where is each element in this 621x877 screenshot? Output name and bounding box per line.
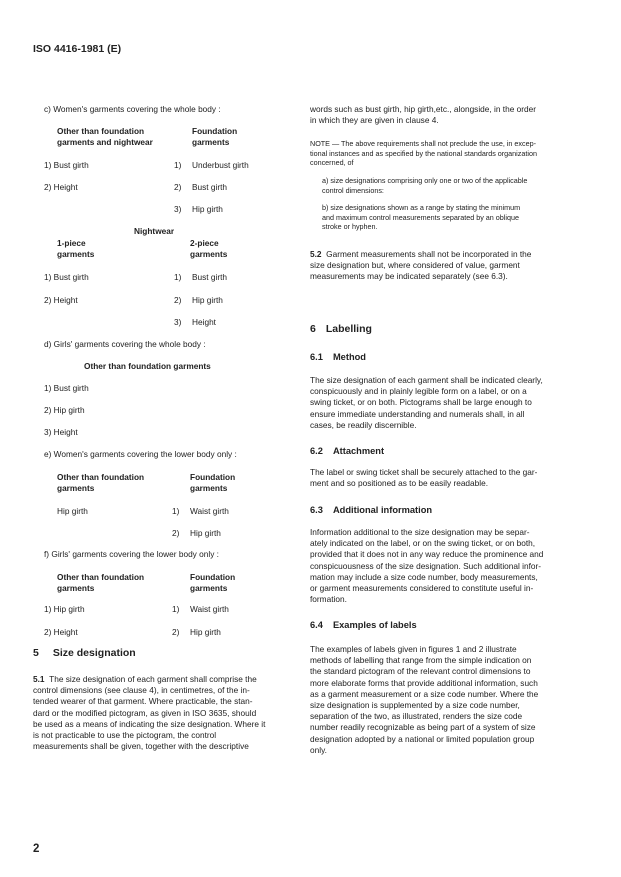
list-row: Underbust girth — [192, 160, 249, 170]
text-line: designation adopted by a national or limited population group — [310, 733, 535, 744]
col-heading: Other than foundation garments — [84, 361, 211, 371]
list-row: Hip girth — [57, 506, 88, 516]
list-row: 1) Bust girth — [44, 383, 89, 393]
list-row: Hip girth — [192, 295, 223, 305]
col-heading: Other than foundation — [57, 472, 145, 482]
continuation-text — [310, 104, 572, 126]
subsection-number: 6.3 — [310, 505, 323, 515]
list-row: 2) Height — [44, 627, 78, 637]
col-heading: Foundation — [190, 572, 236, 582]
text-line: conspicuously and in plainly legible form on a label, or on a — [310, 386, 527, 397]
text-line: ment and so positioned as to be easily readable. — [310, 478, 489, 489]
clause-number: 5.1 — [33, 674, 45, 684]
subsection-heading-6-1 — [310, 352, 366, 362]
list-row: 1) Bust girth — [44, 272, 89, 282]
list-num: 2) — [174, 182, 182, 192]
list-row: 1) Bust girth — [44, 160, 89, 170]
paragraph-6-3 — [310, 527, 572, 605]
text-line: methods of labelling that range from the simple indication on — [310, 655, 532, 666]
list-num: 2) — [172, 627, 180, 637]
col-heading: Foundation — [190, 472, 236, 482]
page-number: 2 — [33, 843, 40, 855]
text-line: is not practicable to use the pictogram, the control — [33, 730, 217, 741]
list-row: Hip girth — [190, 627, 221, 637]
list-item-d: d) Girls' garments covering the whole body : — [44, 339, 206, 349]
text-line: swing ticket, or on both. Pictograms shall be large enough to — [310, 397, 532, 408]
list-num: 1) — [172, 506, 180, 516]
text-line: Garment measurements shall not be incorporated in the — [326, 249, 532, 259]
note-item-a — [322, 176, 572, 195]
text-line: The size designation of each garment shall be indicated clearly, — [310, 375, 543, 385]
paragraph-5-2 — [310, 249, 572, 283]
note-line: concerned, of — [310, 158, 354, 168]
list-row: 2) Height — [44, 182, 78, 192]
col-heading: garments — [57, 483, 95, 493]
section-title: Size designation — [52, 647, 136, 659]
note-line: stroke or hyphen. — [322, 222, 378, 232]
clause-number: 5.2 — [310, 249, 322, 259]
text-line: ately indicated on the label, or on the swing ticket, or on both, — [310, 538, 536, 549]
document-header: ISO 4416-1981 (E) — [33, 43, 122, 55]
text-line: more elaborate forms that provide additional information, such — [310, 677, 538, 688]
note-line: b) size designations shown as a range by stating the minimum — [322, 203, 521, 212]
col-heading: Other than foundation — [57, 572, 145, 582]
subsection-number: 6.1 — [310, 352, 323, 362]
subsection-heading-6-4 — [310, 620, 417, 630]
text-line: size designation but, where considered of value, garment — [310, 260, 520, 271]
list-row: 3) Height — [44, 427, 78, 437]
list-row: Hip girth — [192, 204, 223, 214]
list-row: Waist girth — [190, 604, 229, 614]
text-line: control dimensions (see clause 4), in centimetres, of the in- — [33, 685, 250, 696]
text-line: as a garment measurement or a size code number. Where the — [310, 688, 539, 699]
paragraph-6-4 — [310, 644, 572, 756]
section-number: 6 — [310, 323, 316, 335]
text-line: the standard pictogram of the relevant control dimensions to — [310, 666, 531, 677]
list-item-f: f) Girls' garments covering the lower body only : — [44, 549, 219, 559]
list-row: Bust girth — [192, 272, 228, 282]
list-row: 2) Hip girth — [44, 405, 85, 415]
list-num: 1) — [174, 272, 182, 282]
col-heading: 2-piece — [190, 238, 219, 248]
subsection-heading-6-3 — [310, 505, 432, 515]
text-line: in which they are given in clause 4. — [310, 115, 439, 126]
note-item-b — [322, 203, 572, 232]
text-line: number readily recognizable as being part of a system of size — [310, 722, 536, 733]
list-row: 2) Height — [44, 295, 78, 305]
section-heading-6 — [310, 323, 372, 335]
list-item-e: e) Women's garments covering the lower body only : — [44, 449, 237, 459]
text-line: words such as bust girth, hip girth,etc., alongside, in the order — [310, 104, 536, 114]
paragraph-6-2 — [310, 467, 572, 489]
col-heading: garments — [192, 137, 230, 147]
section-heading-5 — [33, 647, 136, 659]
list-row: Hip girth — [190, 528, 221, 538]
list-num: 2) — [174, 295, 182, 305]
text-line: The size designation of each garment shall comprise the — [49, 674, 257, 684]
text-line: measurements may be indicated separately (see 6.3). — [310, 271, 508, 282]
col-heading: 1-piece — [57, 238, 86, 248]
note-line: NOTE — The above requirements shall not preclude the use, in excep- — [310, 139, 536, 148]
list-item-c: c) Women's garments covering the whole body : — [44, 104, 221, 114]
col-heading: garments and nightwear — [57, 137, 153, 147]
text-line: provided that it does not in any way reduce the prominence and — [310, 549, 544, 560]
list-num: 3) — [174, 204, 182, 214]
text-line: Information additional to the size designation may be separ- — [310, 527, 530, 537]
subsection-heading-6-2 — [310, 446, 384, 456]
subsection-title: Examples of labels — [332, 620, 417, 630]
subsection-title: Attachment — [332, 446, 385, 456]
text-line: cases, be readily discernible. — [310, 419, 417, 430]
section-title: Labelling — [325, 323, 372, 335]
note-line: a) size designations comprising only one or two of the applicable — [322, 176, 528, 185]
subsection-number: 6.2 — [310, 446, 323, 456]
list-row: Bust girth — [192, 182, 228, 192]
list-num: 1) — [174, 160, 182, 170]
text-line: The examples of labels given in figures 1 and 2 illustrate — [310, 644, 517, 654]
text-line: conspicuousness of the size designation. Such additional infor- — [310, 560, 542, 571]
nightwear-heading: Nightwear — [134, 226, 175, 236]
note-line: control dimensions: — [322, 185, 384, 195]
text-line: separation of the two, as illustrated, renders the size code — [310, 711, 523, 722]
text-line: tended wearer of that garment. Where practicable, the stan- — [33, 696, 253, 707]
note-line: tional instances and as specified by the national standards organization — [310, 148, 537, 158]
subsection-number: 6.4 — [310, 620, 323, 630]
note-line: and maximum control measurements separated by an oblique — [322, 212, 519, 222]
section-number: 5 — [33, 647, 39, 659]
paragraph-6-1 — [310, 375, 572, 431]
list-num: 1) — [172, 604, 180, 614]
col-heading: Foundation — [192, 126, 238, 136]
text-line: size designation is supplemented by a size code number, — [310, 700, 520, 711]
text-line: mation may include a size code number, body measurements, — [310, 571, 538, 582]
text-line: ensure immediate understanding and numerals shall, in all — [310, 408, 525, 419]
subsection-title: Additional information — [332, 505, 433, 515]
text-line: measurements shall be given, together with the descriptive — [33, 741, 249, 752]
text-line: be used as a means of indicating the size designation. Where it — [33, 718, 266, 729]
text-line: or garment measurements considered to constitute useful in- — [310, 583, 534, 594]
list-num: 3) — [174, 317, 182, 327]
col-heading: garments — [190, 483, 228, 493]
col-heading: garments — [57, 249, 95, 259]
col-heading: garments — [190, 249, 228, 259]
list-row: 1) Hip girth — [44, 604, 85, 614]
note — [310, 139, 572, 168]
list-row: Height — [192, 317, 216, 327]
paragraph-5-1 — [33, 674, 295, 752]
list-row: Waist girth — [190, 506, 229, 516]
text-line: The label or swing ticket shall be securely attached to the gar- — [310, 467, 538, 477]
col-heading: Other than foundation — [57, 126, 145, 136]
col-heading: garments — [190, 583, 228, 593]
col-heading: garments — [57, 583, 95, 593]
text-line: dard or the modified pictogram, as given in ISO 3635, should — [33, 707, 257, 718]
subsection-title: Method — [332, 352, 366, 362]
list-num: 2) — [172, 528, 180, 538]
text-line: only. — [310, 744, 327, 755]
text-line: formation. — [310, 594, 347, 605]
